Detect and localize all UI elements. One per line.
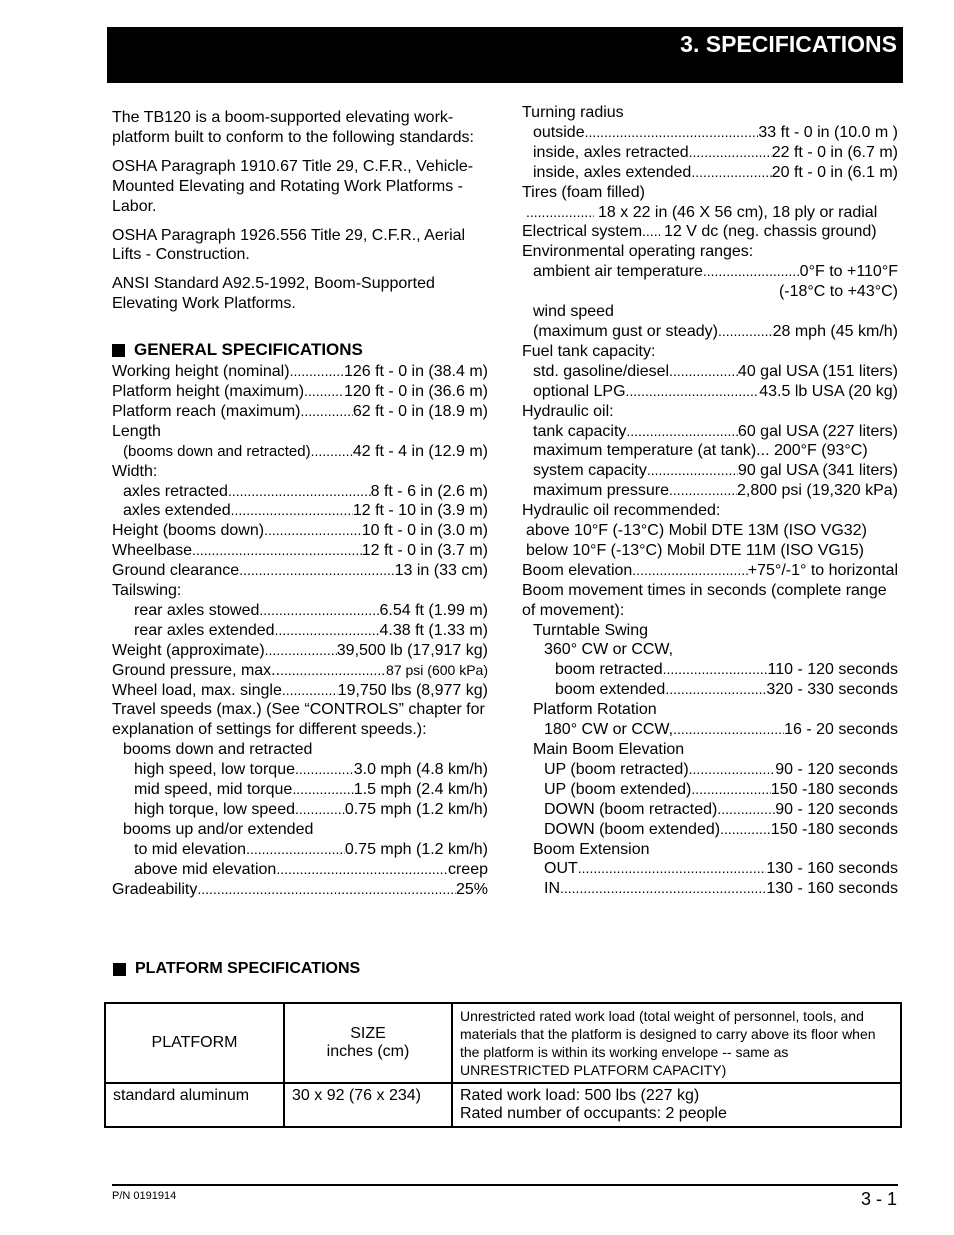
- table-cell: Rated work load: 500 lbs (227 kg) Rated number of occupants: 2 people: [452, 1083, 901, 1127]
- square-bullet-icon: [112, 344, 125, 357]
- spec-row: maximum pressure ..... 2,800 psi (19,320 kPa): [522, 481, 898, 501]
- page-title: 3. SPECIFICATIONS: [680, 31, 897, 57]
- section-heading: PLATFORM SPECIFICATIONS: [135, 960, 361, 977]
- spec-row: Height (booms down) ..... 10 ft - 0 in (3.0 m): [112, 521, 488, 541]
- table-header-cell: PLATFORM: [105, 1003, 284, 1083]
- spec-line: above 10°F (-13°C) Mobil DTE 13M (ISO VG32): [526, 522, 867, 540]
- header-bar: [107, 27, 903, 83]
- spec-row: Platform reach (maximum) ..... 62 ft - 0 in (18.9 m): [112, 402, 488, 422]
- spec-row: 180° CW or CCW, ..... 16 - 20 seconds: [522, 720, 898, 740]
- spec-row: Wheelbase ..... 12 ft - 0 in (3.7 m): [112, 541, 488, 561]
- spec-row: UP (boom extended) ..... 150 -180 seconds: [522, 780, 898, 800]
- spec-row: Ground pressure, max.. ..... 87 psi (600 kPa): [112, 661, 488, 681]
- platform-specs-table: [104, 1002, 902, 1128]
- spec-label: Turning radius: [522, 104, 624, 121]
- intro-paragraph: OSHA Paragraph 1910.67 Title 29, C.F.R., Vehicle-Mounted Elevating and Rotating Work Platforms - Labor.: [112, 157, 474, 215]
- intro-paragraph: The TB120 is a boom-supported elevating work-platform built to conform to the following standards:: [112, 109, 474, 146]
- spec-row: tank capacity ..... 60 gal USA (227 liters): [522, 422, 898, 442]
- spec-line: maximum temperature (at tank)... 200°F (93°C): [533, 442, 868, 460]
- spec-row: std. gasoline/diesel ..... 40 gal USA (151 liters): [522, 362, 898, 382]
- general-specs-heading: [112, 340, 488, 360]
- spec-row: high speed, low torque ..... 3.0 mph (4.8 km/h): [112, 760, 488, 780]
- spec-row: IN ..... 130 - 160 seconds: [522, 879, 898, 899]
- section-heading: GENERAL SPECIFICATIONS: [134, 340, 363, 360]
- spec-row: OUT ..... 130 - 160 seconds: [522, 859, 898, 879]
- spec-label: booms down and retracted: [123, 741, 313, 759]
- platform-specs-heading: [113, 960, 360, 978]
- spec-row: ..... 18 x 22 in (46 X 56 cm), 18 ply or radial: [522, 203, 898, 223]
- spec-row: Weight (approximate) ..... 39,500 lb (17,917 kg): [112, 641, 488, 661]
- table-cell: standard aluminum: [105, 1083, 284, 1127]
- spec-label: Tailswing:: [112, 582, 182, 600]
- spec-row: DOWN (boom extended) ..... 150 -180 seconds: [522, 820, 898, 840]
- spec-row: boom retracted ..... 110 - 120 seconds: [522, 660, 898, 680]
- spec-row: axles retracted ..... 8 ft - 6 in (2.6 m): [112, 482, 488, 502]
- spec-row: axles extended ..... 12 ft - 10 in (3.9 m): [112, 501, 488, 521]
- spec-row: above mid elevation ..... creep: [112, 860, 488, 880]
- spec-label: Hydraulic oil:: [522, 402, 614, 420]
- spec-row: inside, axles extended ..... 20 ft - 0 in (6.1 m): [522, 163, 898, 183]
- spec-row: UP (boom retracted) ..... 90 - 120 seconds: [522, 760, 898, 780]
- spec-row: mid speed, mid torque ..... 1.5 mph (2.4 km/h): [112, 780, 488, 800]
- spec-row: to mid elevation ..... 0.75 mph (1.2 km/h): [112, 840, 488, 860]
- table-header-cell: SIZE inches (cm): [284, 1003, 452, 1083]
- spec-label: Fuel tank capacity:: [522, 342, 656, 360]
- spec-label: booms up and/or extended: [123, 820, 314, 838]
- spec-row: rear axles stowed ..... 6.54 ft (1.99 m): [112, 601, 488, 621]
- spec-row: (maximum gust or steady) ..... 28 mph (45 km/h): [522, 322, 898, 342]
- spec-label: Length: [112, 422, 161, 440]
- spec-row: system capacity ..... 90 gal USA (341 liters): [522, 461, 898, 481]
- part-number: P/N 0191914: [112, 1190, 177, 1202]
- table-header-row: [105, 1003, 901, 1083]
- footer-divider: [112, 1184, 898, 1186]
- right-column: [522, 103, 898, 899]
- spec-label: Tires (foam filled): [522, 183, 645, 201]
- spec-label: wind speed: [533, 303, 614, 321]
- table-row: [105, 1083, 901, 1127]
- spec-row: Platform height (maximum) ..... 120 ft - 0 in (36.6 m): [112, 382, 488, 402]
- page-number: 3 - 1: [860, 1189, 897, 1209]
- spec-label: 360° CW or CCW,: [544, 641, 674, 659]
- square-bullet-icon: [113, 963, 126, 976]
- intro-paragraph: OSHA Paragraph 1926.556 Title 29, C.F.R., Aerial Lifts - Construction.: [112, 226, 466, 264]
- intro-paragraph: ANSI Standard A92.5-1992, Boom-Supported Elevating Work Platforms.: [112, 275, 435, 313]
- travel-speeds-text: Travel speeds (max.) (See “CONTROLS” chapter for explanation of settings for different speeds.):: [112, 701, 485, 739]
- spec-row: Electrical system ..... 12 V dc (neg. chassis ground): [522, 222, 898, 242]
- spec-row: rear axles extended ..... 4.38 ft (1.33 m): [112, 621, 488, 641]
- spec-row: Gradeability ..... 25%: [112, 880, 488, 900]
- spec-row: boom extended ..... 320 - 330 seconds: [522, 680, 898, 700]
- spec-row: high torque, low speed ..... 0.75 mph (1.2 km/h): [112, 800, 488, 820]
- table-header-cell: Unrestricted rated work load (total weight of personnel, tools, and materials that the platform is designed to carry above its floor when the platform is within its working envelope -- same as UNRESTRICTED PLATFORM CAPACITY): [452, 1003, 901, 1083]
- spec-row: optional LPG ..... 43.5 lb USA (20 kg): [522, 382, 898, 402]
- spec-row: inside, axles retracted ..... 22 ft - 0 in (6.7 m): [522, 143, 898, 163]
- spec-row: Working height (nominal) ..... 126 ft - 0 in (38.4 m): [112, 362, 488, 382]
- spec-row: ambient air temperature ..... 0°F to +110°F: [522, 262, 898, 282]
- boom-movement-text: Boom movement times in seconds (complete range of movement):: [522, 581, 887, 619]
- spec-label: Platform Rotation: [533, 701, 657, 719]
- spec-value: (-18°C to +43°C): [778, 283, 898, 301]
- spec-label: Boom Extension: [533, 840, 650, 858]
- spec-row: (booms down and retracted) ..... 42 ft - 4 in (12.9 m): [112, 442, 488, 462]
- spec-label: Main Boom Elevation: [533, 741, 685, 758]
- spec-line: below 10°F (-13°C) Mobil DTE 11M (ISO VG15): [526, 541, 864, 559]
- spec-label: Hydraulic oil recommended:: [522, 502, 721, 520]
- spec-row: Ground clearance ..... 13 in (33 cm): [112, 561, 488, 581]
- spec-row: DOWN (boom retracted) ..... 90 - 120 seconds: [522, 800, 898, 820]
- spec-label: Environmental operating ranges:: [522, 243, 754, 261]
- spec-label: Width:: [112, 462, 158, 480]
- spec-row: Boom elevation ..... +75°/-1° to horizontal: [522, 561, 898, 581]
- spec-row: Wheel load, max. single ..... 19,750 lbs (8,977 kg): [112, 681, 488, 701]
- spec-row: outside ..... 33 ft - 0 in (10.0 m ): [522, 123, 898, 143]
- table-cell: 30 x 92 (76 x 234): [284, 1083, 452, 1127]
- spec-label: Turntable Swing: [533, 621, 649, 639]
- left-column: [112, 108, 488, 900]
